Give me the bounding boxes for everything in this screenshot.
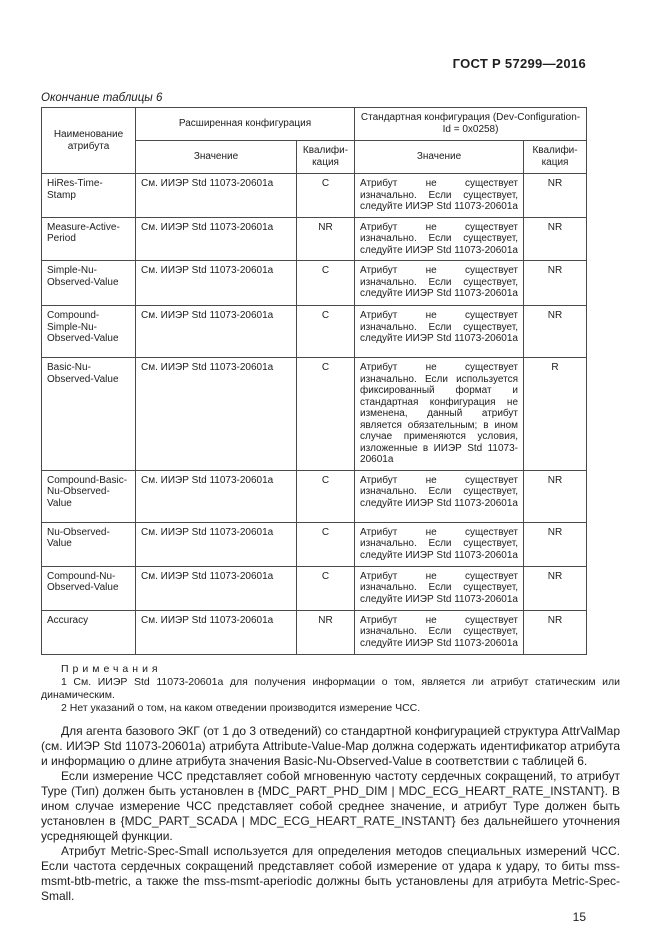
extended-value-cell: См. ИИЭР Std 11073-20601a xyxy=(136,261,297,306)
table-row xyxy=(42,261,587,306)
extended-qualifier-cell: C xyxy=(297,470,355,522)
table-row xyxy=(42,522,587,566)
extended-value-cell: См. ИИЭР Std 11073-20601a xyxy=(136,174,297,218)
extended-qualifier-cell: C xyxy=(297,306,355,358)
note-item: 2 Нет указаний о том, на каком отведении производится измерение ЧСС. xyxy=(61,701,421,714)
body-text xyxy=(41,724,620,904)
table-body xyxy=(42,174,587,655)
standard-value-cell: Атрибут не существует изначально. Если используется фиксированный формат и стандартная конфигурация не изменена, данный атрибут является обязательным; в ином случае применяются условия, изложенные в ИИЭР Std 11073-20601a xyxy=(355,358,524,471)
page-number: 15 xyxy=(572,909,586,924)
extended-value-cell: См. ИИЭР Std 11073-20601a xyxy=(136,306,297,358)
notes-title: Примечания xyxy=(61,662,162,675)
column-header-qualifier-extended: Квалифи-кация xyxy=(297,141,355,174)
standard-qualifier-cell: NR xyxy=(524,610,587,654)
standard-value-cell: Атрибут не существует изначально. Если существует, следуйте ИИЭР Std 11073-20601a xyxy=(355,217,524,261)
extended-qualifier-cell: C xyxy=(297,358,355,471)
table-row xyxy=(42,610,587,654)
standard-qualifier-cell: NR xyxy=(524,217,587,261)
column-group-extended-config: Расширенная конфигурация xyxy=(136,108,355,141)
extended-value-cell: См. ИИЭР Std 11073-20601a xyxy=(136,358,297,471)
table-notes xyxy=(41,663,620,715)
extended-qualifier-cell: NR xyxy=(297,217,355,261)
paragraph: Если измерение ЧСС представляет собой мгновенную частоту сердечных сокращений, то атрибут Type (Тип) должен быть установлен в {MDC_PART_PHD_DIM | MDC_ECG_HEART_RATE_INSTANT}. В ином случае измерение ЧСС представляет собой среднее значение, и атрибут Type должен быть установлен в {MDC_PART_SCADA | MDC_ECG_HEART_RATE_INSTANT} без дальнейшего уточнения усредняющей функции. xyxy=(41,768,620,843)
column-group-standard-config: Стандартная конфигурация (Dev-Configuration-Id = 0x0258) xyxy=(355,108,587,141)
document-code: ГОСТ Р 57299—2016 xyxy=(452,56,586,71)
standard-value-cell: Атрибут не существует изначально. Если существует, следуйте ИИЭР Std 11073-20601a xyxy=(355,261,524,306)
standard-qualifier-cell: NR xyxy=(524,470,587,522)
standard-value-cell: Атрибут не существует изначально. Если существует, следуйте ИИЭР Std 11073-20601a xyxy=(355,566,524,610)
extended-value-cell: См. ИИЭР Std 11073-20601a xyxy=(136,522,297,566)
extended-value-cell: См. ИИЭР Std 11073-20601a xyxy=(136,470,297,522)
attribute-name-cell: Nu-Observed-Value xyxy=(42,522,136,566)
column-header-qualifier-standard: Квалифи-кация xyxy=(524,141,587,174)
attributes-table xyxy=(41,107,587,655)
table-row xyxy=(42,217,587,261)
standard-value-cell: Атрибут не существует изначально. Если существует, следуйте ИИЭР Std 11073-20601a xyxy=(355,522,524,566)
table-row xyxy=(42,358,587,471)
attribute-name-cell: HiRes-Time-Stamp xyxy=(42,174,136,218)
table-header xyxy=(42,108,587,174)
standard-qualifier-cell: NR xyxy=(524,566,587,610)
extended-value-cell: См. ИИЭР Std 11073-20601a xyxy=(136,610,297,654)
standard-value-cell: Атрибут не существует изначально. Если существует, следуйте ИИЭР Std 11073-20601a xyxy=(355,470,524,522)
paragraph: Для агента базового ЭКГ (от 1 до 3 отведений) со стандартной конфигурацией структура AttrValMap (см. ИИЭР Std 11073-20601a) атрибута Attribute-Value-Map должна содержать идентификатор атрибута и информацию о длине атрибута значения Basic-Nu-Observed-Value в соответствии с таблицей 6. xyxy=(41,723,620,768)
standard-value-cell: Атрибут не существует изначально. Если существует, следуйте ИИЭР Std 11073-20601a xyxy=(355,610,524,654)
attribute-name-cell: Compound-Nu-Observed-Value xyxy=(42,566,136,610)
standard-qualifier-cell: NR xyxy=(524,174,587,218)
note-item: 1 См. ИИЭР Std 11073-20601a для получения информации о том, является ли атрибут статическим или динамическим. xyxy=(41,675,620,701)
table-caption: Окончание таблицы 6 xyxy=(41,92,163,104)
extended-qualifier-cell: C xyxy=(297,566,355,610)
table-row xyxy=(42,174,587,218)
standard-qualifier-cell: R xyxy=(524,358,587,471)
column-header-attribute-name: Наименование атрибута xyxy=(42,108,136,174)
extended-qualifier-cell: C xyxy=(297,174,355,218)
standard-qualifier-cell: NR xyxy=(524,306,587,358)
paragraph: Атрибут Metric-Spec-Small используется для определения методов специальных измерений ЧСС. Если частота сердечных сокращений представляет собой измерение от удара к удару, то биты mss-msmt-btb-metric, а также the mss-msmt-aperiodic должны быть установлены для атрибута Metric-Spec-Small. xyxy=(41,843,620,903)
extended-value-cell: См. ИИЭР Std 11073-20601a xyxy=(136,217,297,261)
column-header-value-standard: Значение xyxy=(355,141,524,174)
standard-qualifier-cell: NR xyxy=(524,261,587,306)
attribute-name-cell: Accuracy xyxy=(42,610,136,654)
table-header-row-groups xyxy=(42,108,587,141)
extended-qualifier-cell: NR xyxy=(297,610,355,654)
attribute-name-cell: Simple-Nu-Observed-Value xyxy=(42,261,136,306)
attribute-name-cell: Compound-Simple-Nu-Observed-Value xyxy=(42,306,136,358)
attribute-name-cell: Compound-Basic-Nu-Observed-Value xyxy=(42,470,136,522)
table-row xyxy=(42,470,587,522)
standard-qualifier-cell: NR xyxy=(524,522,587,566)
column-header-value-extended: Значение xyxy=(136,141,297,174)
extended-qualifier-cell: C xyxy=(297,261,355,306)
extended-qualifier-cell: C xyxy=(297,522,355,566)
attribute-name-cell: Basic-Nu-Observed-Value xyxy=(42,358,136,471)
standard-value-cell: Атрибут не существует изначально. Если существует, следуйте ИИЭР Std 11073-20601a xyxy=(355,306,524,358)
attribute-name-cell: Measure-Active-Period xyxy=(42,217,136,261)
table-row xyxy=(42,566,587,610)
table-row xyxy=(42,306,587,358)
extended-value-cell: См. ИИЭР Std 11073-20601a xyxy=(136,566,297,610)
standard-value-cell: Атрибут не существует изначально. Если существует, следуйте ИИЭР Std 11073-20601a xyxy=(355,174,524,218)
